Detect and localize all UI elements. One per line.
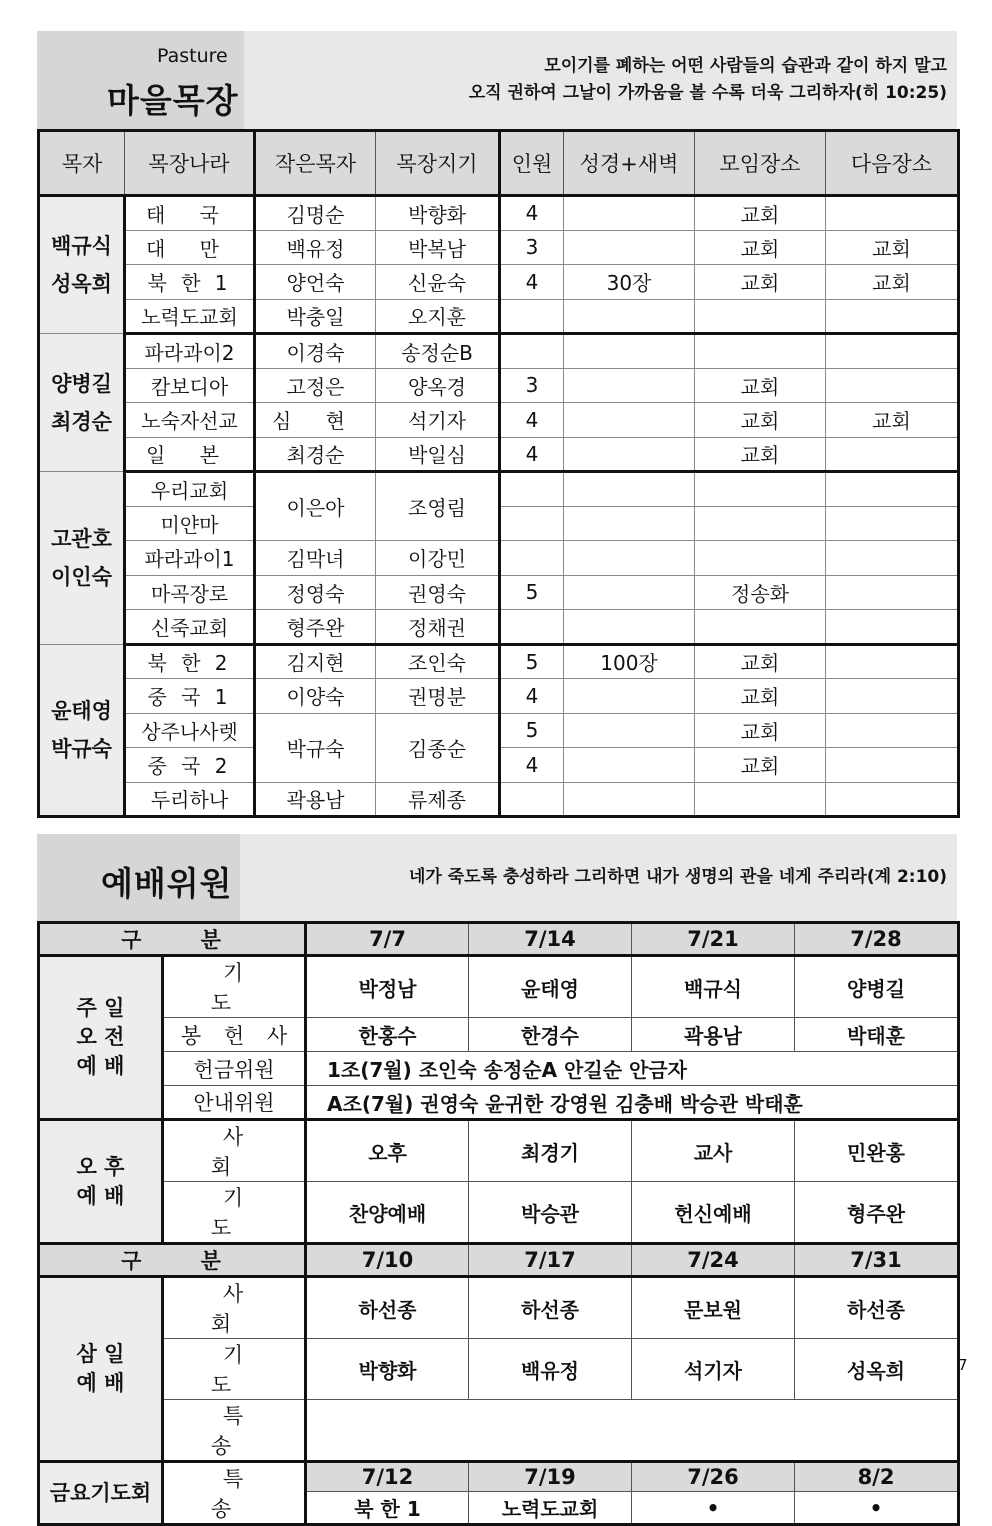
role-label bbox=[163, 956, 306, 1018]
country-cell: 노력도교회 bbox=[125, 299, 255, 334]
small-pastor-cell: 김막녀 bbox=[255, 541, 376, 576]
place-cell bbox=[695, 782, 826, 817]
table-row bbox=[39, 679, 959, 714]
pastor-name: 박규숙 bbox=[51, 736, 112, 761]
name-cell: 곽용남 bbox=[632, 1018, 795, 1052]
next-place-cell bbox=[826, 782, 959, 817]
role-label bbox=[163, 1462, 306, 1525]
country-label: 태 국 bbox=[146, 202, 233, 227]
col-header: 성경+새벽 bbox=[564, 131, 695, 196]
country-cell: 마곡장로 bbox=[125, 575, 255, 610]
role-label-text: 사 회 bbox=[210, 1125, 270, 1179]
keeper-cell: 박복남 bbox=[376, 230, 500, 265]
country-cell bbox=[125, 196, 255, 231]
next-place-cell bbox=[826, 368, 959, 403]
name-cell: 민완홍 bbox=[795, 1120, 959, 1182]
country-label: 중 국 2 bbox=[147, 754, 232, 779]
pasture-title-box bbox=[37, 31, 244, 129]
place-cell: 교회 bbox=[695, 748, 826, 783]
date-header: 7/12 bbox=[306, 1462, 469, 1492]
keeper-cell: 송정순B bbox=[376, 334, 500, 369]
team-cell: 노력도교회 bbox=[469, 1492, 632, 1525]
small-pastor-cell: 곽용남 bbox=[255, 782, 376, 817]
category-line: 오 후 bbox=[76, 1154, 125, 1179]
role-label bbox=[163, 1182, 306, 1244]
bible-cell bbox=[564, 368, 695, 403]
place-cell: 교회 bbox=[695, 265, 826, 300]
category-header-label: 구 분 bbox=[121, 928, 247, 952]
country-cell: 우리교회 bbox=[125, 472, 255, 507]
date-header: 7/24 bbox=[632, 1244, 795, 1277]
count-cell: 4 bbox=[500, 437, 564, 472]
name-cell: 교사 bbox=[632, 1120, 795, 1182]
count-cell bbox=[500, 472, 564, 507]
bible-cell bbox=[564, 334, 695, 369]
role-label bbox=[163, 1018, 306, 1052]
team-cell: • bbox=[632, 1492, 795, 1525]
pastor-cell bbox=[39, 196, 125, 334]
bible-cell bbox=[564, 437, 695, 472]
small-pastor-cell: 이양숙 bbox=[255, 679, 376, 714]
page-number: 7 bbox=[958, 1356, 968, 1374]
next-place-cell bbox=[826, 334, 959, 369]
place-cell: 교회 bbox=[695, 679, 826, 714]
bible-cell bbox=[564, 541, 695, 576]
category-header bbox=[39, 1244, 306, 1277]
keeper-cell: 양옥경 bbox=[376, 368, 500, 403]
small-pastor-cell: 정영숙 bbox=[255, 575, 376, 610]
sunday-am-category bbox=[39, 956, 163, 1120]
worship-table bbox=[37, 921, 960, 1526]
country-label: 북 한 1 bbox=[147, 271, 232, 296]
role-label-text: 특 송 bbox=[210, 1467, 270, 1521]
name-cell: 한경수 bbox=[469, 1018, 632, 1052]
next-place-cell bbox=[826, 713, 959, 748]
pasture-title: 마을목장 bbox=[107, 81, 239, 120]
name-cell: 백규식 bbox=[632, 956, 795, 1018]
count-cell: 5 bbox=[500, 713, 564, 748]
country-cell bbox=[125, 437, 255, 472]
bible-cell bbox=[564, 403, 695, 438]
role-label-text: 기 도 bbox=[210, 1186, 270, 1240]
table-row bbox=[39, 956, 959, 1018]
category-line: 삼 일 bbox=[76, 1342, 125, 1366]
small-pastor-cell bbox=[255, 403, 376, 438]
country-label: 북 한 2 bbox=[147, 651, 232, 676]
country-cell: 두리하나 bbox=[125, 782, 255, 817]
pastor-cell bbox=[39, 644, 125, 817]
country-cell: 파라과이1 bbox=[125, 541, 255, 576]
country-label: 중 국 1 bbox=[147, 685, 232, 710]
keeper-cell: 권영숙 bbox=[376, 575, 500, 610]
place-cell: 교회 bbox=[695, 230, 826, 265]
col-header: 목자 bbox=[39, 131, 125, 196]
verse-line-1: 모이기를 폐하는 어떤 사람들의 습관과 같이 하지 말고 bbox=[544, 56, 947, 76]
worship-banner bbox=[37, 834, 957, 921]
name-cell: 석기자 bbox=[632, 1339, 795, 1400]
table-row bbox=[39, 713, 959, 748]
place-cell: 정송화 bbox=[695, 575, 826, 610]
country-cell: 노숙자선교 bbox=[125, 403, 255, 438]
keeper-cell: 정채권 bbox=[376, 610, 500, 645]
place-cell: 교회 bbox=[695, 403, 826, 438]
pastor-name: 윤태영 bbox=[51, 698, 112, 723]
date-header: 7/31 bbox=[795, 1244, 959, 1277]
table-row bbox=[39, 437, 959, 472]
role-label: 헌금위원 bbox=[163, 1052, 306, 1086]
country-cell: 미얀마 bbox=[125, 506, 255, 541]
name-cell: 박승관 bbox=[469, 1182, 632, 1244]
count-cell: 4 bbox=[500, 403, 564, 438]
next-place-cell bbox=[826, 299, 959, 334]
small-pastor-cell: 고정은 bbox=[255, 368, 376, 403]
next-place-cell: 교회 bbox=[826, 403, 959, 438]
col-header: 모임장소 bbox=[695, 131, 826, 196]
country-cell bbox=[125, 679, 255, 714]
pastor-name: 성옥희 bbox=[51, 272, 112, 296]
col-header: 인원 bbox=[500, 131, 564, 196]
table-row bbox=[39, 1277, 959, 1339]
col-header: 다음장소 bbox=[826, 131, 959, 196]
table-row bbox=[39, 403, 959, 438]
next-place-cell bbox=[826, 679, 959, 714]
small-pastor-cell: 박충일 bbox=[255, 299, 376, 334]
place-cell bbox=[695, 334, 826, 369]
country-cell: 상주나사렛 bbox=[125, 713, 255, 748]
col-header: 목장지기 bbox=[376, 131, 500, 196]
name-cell: 헌신예배 bbox=[632, 1182, 795, 1244]
friday-category: 금요기도회 bbox=[39, 1462, 163, 1525]
table-row bbox=[39, 644, 959, 679]
name-cell: 성옥희 bbox=[795, 1339, 959, 1400]
name-cell: 양병길 bbox=[795, 956, 959, 1018]
date-header: 7/28 bbox=[795, 923, 959, 956]
role-label-text: 기 도 bbox=[210, 1343, 270, 1397]
role-label bbox=[163, 1120, 306, 1182]
name-cell: 문보원 bbox=[632, 1277, 795, 1339]
pastor-cell bbox=[39, 334, 125, 472]
date-header: 7/17 bbox=[469, 1244, 632, 1277]
date-header: 7/26 bbox=[632, 1462, 795, 1492]
table-row bbox=[39, 610, 959, 645]
table-row bbox=[39, 265, 959, 300]
place-cell: 교회 bbox=[695, 196, 826, 231]
name-cell: 찬양예배 bbox=[306, 1182, 469, 1244]
small-pastor-cell: 형주완 bbox=[255, 610, 376, 645]
date-header: 7/19 bbox=[469, 1462, 632, 1492]
pasture-header-row bbox=[39, 131, 959, 196]
place-cell bbox=[695, 506, 826, 541]
special-song-cell bbox=[306, 1400, 959, 1462]
small-pastor-label: 심 현 bbox=[272, 409, 359, 434]
next-place-cell bbox=[826, 575, 959, 610]
sunday-header-row bbox=[39, 923, 959, 956]
role-label bbox=[163, 1277, 306, 1339]
col-header: 목장나라 bbox=[125, 131, 255, 196]
date-header: 8/2 bbox=[795, 1462, 959, 1492]
bible-cell bbox=[564, 196, 695, 231]
category-line: 예 배 bbox=[76, 1054, 125, 1078]
place-cell: 교회 bbox=[695, 713, 826, 748]
table-row bbox=[39, 1462, 959, 1492]
keeper-cell: 조영림 bbox=[376, 472, 500, 541]
category-line: 주 일 bbox=[76, 996, 125, 1020]
role-label: 안내위원 bbox=[163, 1086, 306, 1120]
place-cell: 교회 bbox=[695, 644, 826, 679]
category-line: 예 배 bbox=[76, 1371, 125, 1395]
place-cell: 교회 bbox=[695, 437, 826, 472]
next-place-cell bbox=[826, 748, 959, 783]
table-row bbox=[39, 368, 959, 403]
next-place-cell bbox=[826, 610, 959, 645]
country-cell bbox=[125, 265, 255, 300]
count-cell: 4 bbox=[500, 265, 564, 300]
small-pastor-cell: 이은아 bbox=[255, 472, 376, 541]
next-place-cell bbox=[826, 437, 959, 472]
table-row bbox=[39, 541, 959, 576]
place-cell: 교회 bbox=[695, 368, 826, 403]
pastor-name: 고관호 bbox=[51, 526, 112, 551]
small-pastor-cell: 양언숙 bbox=[255, 265, 376, 300]
pasture-table bbox=[37, 129, 960, 818]
count-cell: 3 bbox=[500, 230, 564, 265]
keeper-cell: 석기자 bbox=[376, 403, 500, 438]
table-row bbox=[39, 472, 959, 507]
small-pastor-cell: 김지현 bbox=[255, 644, 376, 679]
count-cell bbox=[500, 299, 564, 334]
worship-verse: 네가 죽도록 충성하라 그리하면 내가 생명의 관을 네게 주리라(계 2:10) bbox=[408, 867, 947, 887]
bible-cell bbox=[564, 713, 695, 748]
country-label: 대 만 bbox=[146, 236, 233, 261]
small-pastor-cell: 최경순 bbox=[255, 437, 376, 472]
table-row bbox=[39, 1086, 959, 1120]
bible-cell bbox=[564, 299, 695, 334]
name-cell: 하선종 bbox=[306, 1277, 469, 1339]
worship-title-box bbox=[37, 834, 240, 921]
role-label-text: 봉 헌 사 bbox=[180, 1023, 296, 1048]
count-cell bbox=[500, 334, 564, 369]
name-cell: 윤태영 bbox=[469, 956, 632, 1018]
small-pastor-cell: 이경숙 bbox=[255, 334, 376, 369]
category-header bbox=[39, 923, 306, 956]
keeper-cell: 류제종 bbox=[376, 782, 500, 817]
next-place-cell bbox=[826, 541, 959, 576]
count-cell bbox=[500, 506, 564, 541]
keeper-cell: 이강민 bbox=[376, 541, 500, 576]
pastor-cell bbox=[39, 472, 125, 645]
bible-cell bbox=[564, 506, 695, 541]
next-place-cell: 교회 bbox=[826, 230, 959, 265]
place-cell bbox=[695, 541, 826, 576]
place-cell bbox=[695, 610, 826, 645]
count-cell: 5 bbox=[500, 575, 564, 610]
table-row bbox=[39, 230, 959, 265]
pasture-verse bbox=[469, 53, 947, 107]
team-cell: 북 한 1 bbox=[306, 1492, 469, 1525]
name-cell: 오후 bbox=[306, 1120, 469, 1182]
next-place-cell bbox=[826, 196, 959, 231]
category-line: 예 배 bbox=[76, 1183, 125, 1208]
keeper-cell: 신윤숙 bbox=[376, 265, 500, 300]
worship-title: 예배위원 bbox=[101, 864, 233, 903]
keeper-cell: 김종순 bbox=[376, 713, 500, 782]
name-cell: 최경기 bbox=[469, 1120, 632, 1182]
next-place-cell bbox=[826, 506, 959, 541]
next-place-cell bbox=[826, 644, 959, 679]
col-header: 작은목자 bbox=[255, 131, 376, 196]
date-header: 7/7 bbox=[306, 923, 469, 956]
category-line: 오 전 bbox=[76, 1025, 125, 1049]
role-label-text: 특 송 bbox=[210, 1404, 270, 1458]
wednesday-header-row bbox=[39, 1244, 959, 1277]
verse-line-2: 오직 권하여 그날이 가까움을 볼 수록 더욱 그리하자(히 10:25) bbox=[468, 83, 947, 103]
bible-cell bbox=[564, 575, 695, 610]
table-row bbox=[39, 196, 959, 231]
name-cell: 형주완 bbox=[795, 1182, 959, 1244]
table-row bbox=[39, 299, 959, 334]
pastor-name: 최경순 bbox=[51, 409, 112, 434]
keeper-cell: 권명분 bbox=[376, 679, 500, 714]
bible-cell bbox=[564, 610, 695, 645]
count-cell: 4 bbox=[500, 196, 564, 231]
team-cell: • bbox=[795, 1492, 959, 1525]
table-row bbox=[39, 575, 959, 610]
country-cell: 신죽교회 bbox=[125, 610, 255, 645]
table-row bbox=[39, 1052, 959, 1086]
count-cell: 4 bbox=[500, 679, 564, 714]
count-cell: 3 bbox=[500, 368, 564, 403]
role-label-text: 사 회 bbox=[210, 1282, 270, 1336]
table-row bbox=[39, 1018, 959, 1052]
keeper-cell: 오지훈 bbox=[376, 299, 500, 334]
country-cell bbox=[125, 748, 255, 783]
small-pastor-cell: 백유정 bbox=[255, 230, 376, 265]
small-pastor-cell: 김명순 bbox=[255, 196, 376, 231]
name-cell: 박향화 bbox=[306, 1339, 469, 1400]
offering-committee: 1조(7월) 조인숙 송정순A 안길순 안금자 bbox=[306, 1052, 959, 1086]
table-row bbox=[39, 1400, 959, 1462]
country-cell: 파라과이2 bbox=[125, 334, 255, 369]
next-place-cell bbox=[826, 472, 959, 507]
name-cell: 하선종 bbox=[469, 1277, 632, 1339]
count-cell bbox=[500, 610, 564, 645]
bible-cell: 30장 bbox=[564, 265, 695, 300]
date-header: 7/21 bbox=[632, 923, 795, 956]
usher-committee: A조(7월) 권영숙 윤귀한 강영원 김충배 박승관 박태훈 bbox=[306, 1086, 959, 1120]
wednesday-category bbox=[39, 1277, 163, 1462]
table-row bbox=[39, 1120, 959, 1182]
pasture-subtitle-en: Pasture bbox=[157, 45, 228, 67]
table-row bbox=[39, 334, 959, 369]
country-cell bbox=[125, 644, 255, 679]
bible-cell bbox=[564, 782, 695, 817]
pastor-name: 이인숙 bbox=[51, 564, 112, 589]
date-header: 7/14 bbox=[469, 923, 632, 956]
role-label-text: 기 도 bbox=[210, 961, 270, 1015]
table-row bbox=[39, 1339, 959, 1400]
name-cell: 박태훈 bbox=[795, 1018, 959, 1052]
pastor-name: 양병길 bbox=[51, 371, 112, 396]
bible-cell bbox=[564, 472, 695, 507]
next-place-cell: 교회 bbox=[826, 265, 959, 300]
country-cell bbox=[125, 230, 255, 265]
sunday-pm-category bbox=[39, 1120, 163, 1244]
name-cell: 하선종 bbox=[795, 1277, 959, 1339]
small-pastor-cell: 박규숙 bbox=[255, 713, 376, 782]
bible-cell bbox=[564, 748, 695, 783]
name-cell: 박정남 bbox=[306, 956, 469, 1018]
place-cell bbox=[695, 299, 826, 334]
place-cell bbox=[695, 472, 826, 507]
table-row bbox=[39, 782, 959, 817]
category-header-label: 구 분 bbox=[121, 1249, 247, 1273]
keeper-cell: 박향화 bbox=[376, 196, 500, 231]
role-label bbox=[163, 1339, 306, 1400]
country-cell: 캄보디아 bbox=[125, 368, 255, 403]
date-header: 7/10 bbox=[306, 1244, 469, 1277]
bible-cell: 100장 bbox=[564, 644, 695, 679]
pasture-banner bbox=[37, 31, 957, 129]
name-cell: 한홍수 bbox=[306, 1018, 469, 1052]
name-cell: 백유정 bbox=[469, 1339, 632, 1400]
count-cell: 5 bbox=[500, 644, 564, 679]
keeper-cell: 조인숙 bbox=[376, 644, 500, 679]
keeper-cell: 박일심 bbox=[376, 437, 500, 472]
count-cell: 4 bbox=[500, 748, 564, 783]
count-cell bbox=[500, 541, 564, 576]
pastor-name: 백규식 bbox=[51, 234, 112, 258]
country-label: 일 본 bbox=[146, 443, 233, 468]
count-cell bbox=[500, 782, 564, 817]
bible-cell bbox=[564, 230, 695, 265]
bible-cell bbox=[564, 679, 695, 714]
table-row bbox=[39, 1182, 959, 1244]
role-label bbox=[163, 1400, 306, 1462]
